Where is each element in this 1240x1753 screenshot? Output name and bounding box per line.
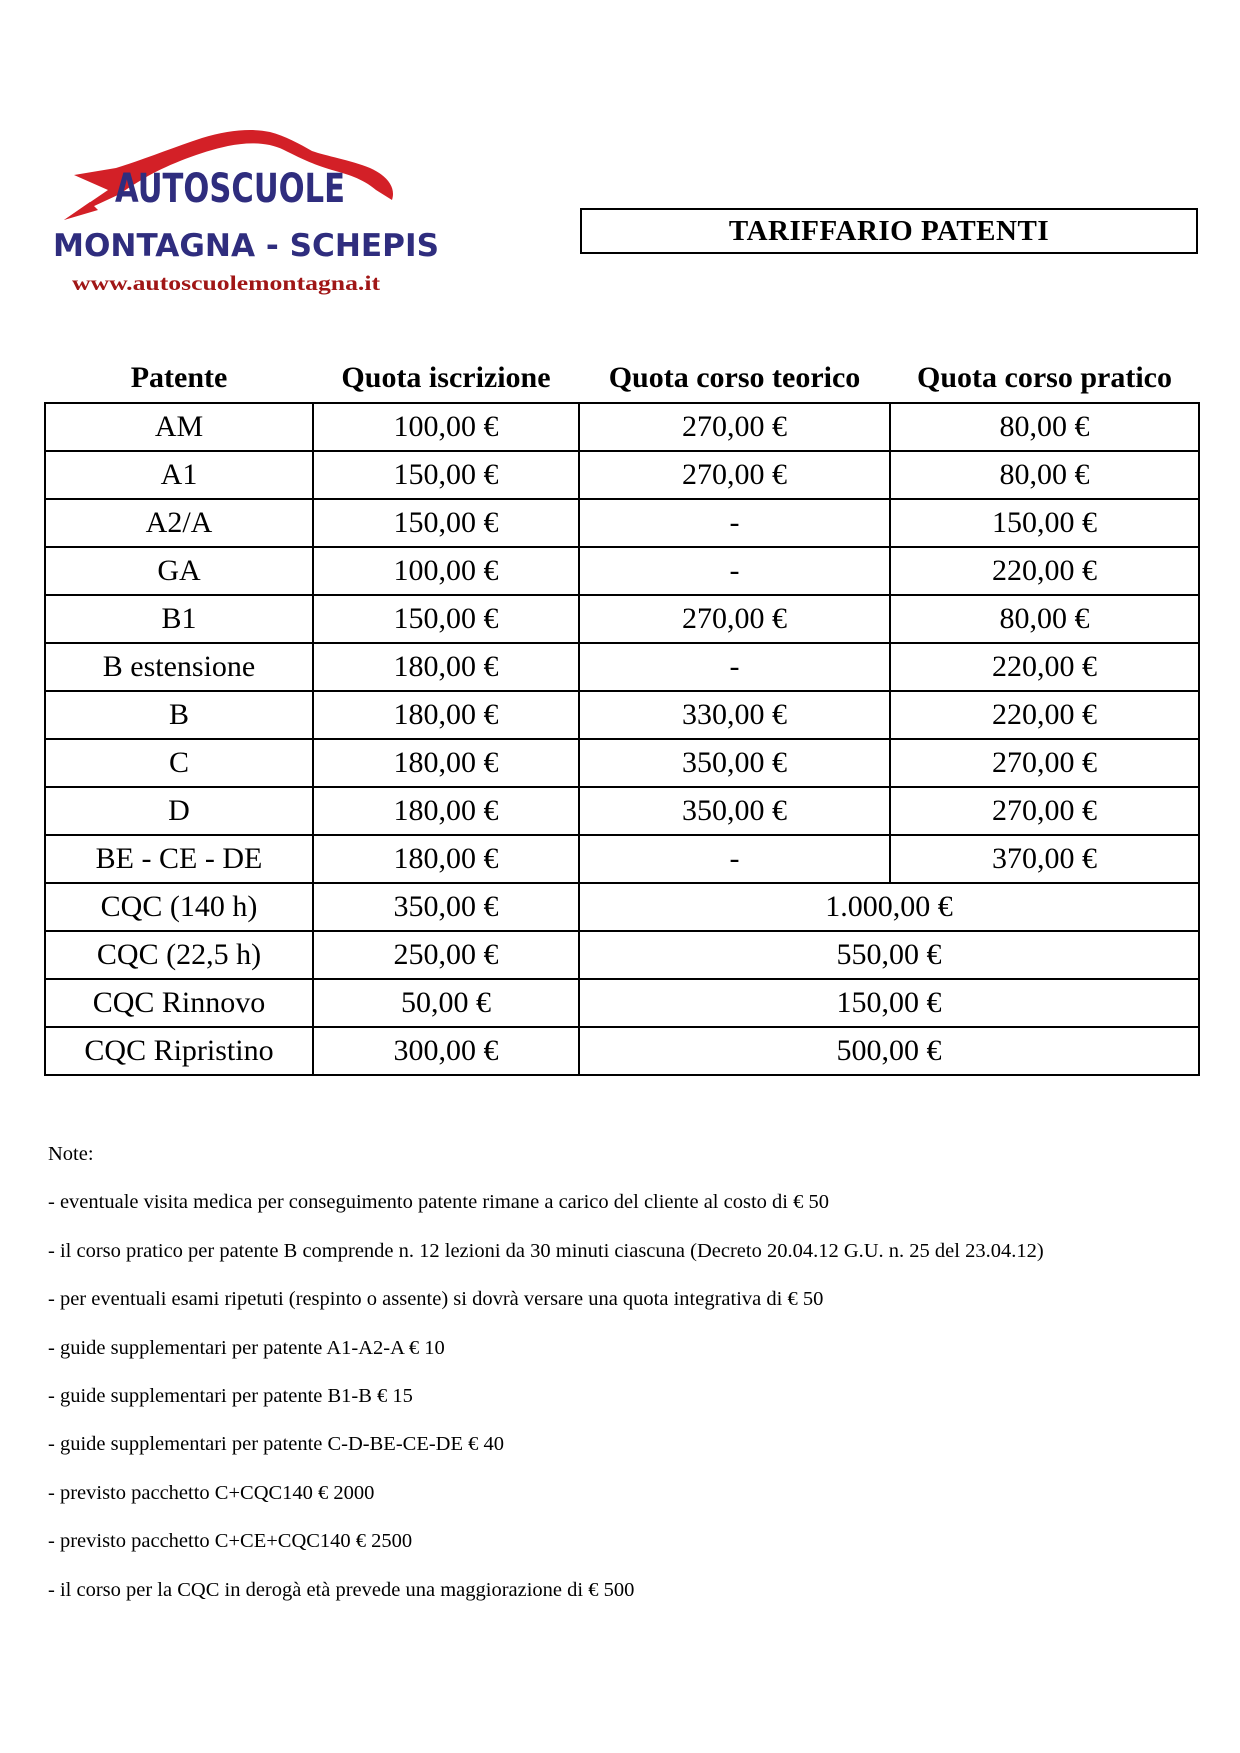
cell-patente: B1 (45, 595, 313, 643)
cell-iscrizione: 180,00 € (313, 835, 579, 883)
cell-iscrizione: 250,00 € (313, 931, 579, 979)
table-row (45, 499, 1199, 547)
cell-pratico: 220,00 € (890, 643, 1199, 691)
table-row (45, 451, 1199, 499)
note-item: - guide supplementari per patente C-D-BE-CE-DE € 40 (48, 1433, 504, 1456)
notes-section (48, 1130, 1208, 1614)
cell-pratico: 220,00 € (890, 691, 1199, 739)
table-row (45, 835, 1199, 883)
table-row-cqc (45, 1027, 1199, 1075)
cell-teorico: 330,00 € (579, 691, 890, 739)
company-logo (50, 118, 460, 308)
note-item: - il corso pratico per patente B comprende n. 12 lezioni da 30 minuti ciascuna (Decreto 20.04.12 G.U. n. 25 del 23.04.12) (48, 1239, 1044, 1262)
cell-patente: D (45, 787, 313, 835)
logo-brand-line2: MONTAGNA - SCHEPIS (53, 228, 439, 264)
cell-teorico: - (579, 499, 890, 547)
logo-website: www.autoscuolemontagna.it (72, 271, 381, 295)
notes-heading: Note: (48, 1143, 94, 1165)
table-row (45, 643, 1199, 691)
cell-iscrizione: 50,00 € (313, 979, 579, 1027)
cell-patente: A2/A (45, 499, 313, 547)
table-row (45, 739, 1199, 787)
cell-pratico: 80,00 € (890, 451, 1199, 499)
cell-corso-merged: 1.000,00 € (579, 883, 1199, 931)
cell-pratico: 150,00 € (890, 499, 1199, 547)
cell-teorico: - (579, 547, 890, 595)
cell-corso-merged: 500,00 € (579, 1027, 1199, 1075)
cell-patente: AM (45, 403, 313, 451)
cell-teorico: 350,00 € (579, 739, 890, 787)
cell-teorico: 270,00 € (579, 403, 890, 451)
table-row (45, 787, 1199, 835)
table-row (45, 691, 1199, 739)
cell-patente: GA (45, 547, 313, 595)
logo-brand-line1: AUTOSCUOLE (115, 166, 345, 212)
note-item: - il corso per la CQC in derogà età prevede una maggiorazione di € 500 (48, 1578, 635, 1601)
note-item: - guide supplementari per patente B1-B € 15 (48, 1384, 413, 1407)
cell-iscrizione: 100,00 € (313, 403, 579, 451)
table-row-cqc (45, 979, 1199, 1027)
column-header-quota-pratico: Quota corso pratico (890, 354, 1199, 403)
cell-iscrizione: 180,00 € (313, 643, 579, 691)
cell-iscrizione: 300,00 € (313, 1027, 579, 1075)
cell-patente: CQC (140 h) (45, 883, 313, 931)
cell-iscrizione: 150,00 € (313, 451, 579, 499)
cell-patente: B (45, 691, 313, 739)
table-row (45, 403, 1199, 451)
cell-iscrizione: 180,00 € (313, 691, 579, 739)
cell-patente: CQC Ripristino (45, 1027, 313, 1075)
table-row (45, 547, 1199, 595)
note-item: - previsto pacchetto C+CQC140 € 2000 (48, 1481, 375, 1504)
cell-patente: CQC (22,5 h) (45, 931, 313, 979)
cell-corso-merged: 550,00 € (579, 931, 1199, 979)
logo-graphic (50, 118, 460, 308)
table-row (45, 595, 1199, 643)
cell-patente: BE - CE - DE (45, 835, 313, 883)
cell-teorico: - (579, 643, 890, 691)
column-header-quota-iscrizione: Quota iscrizione (313, 354, 579, 403)
cell-iscrizione: 150,00 € (313, 595, 579, 643)
cell-pratico: 80,00 € (890, 595, 1199, 643)
cell-patente: A1 (45, 451, 313, 499)
note-item: - per eventuali esami ripetuti (respinto o assente) si dovrà versare una quota integrativa di € 50 (48, 1288, 824, 1311)
column-header-quota-teorico: Quota corso teorico (579, 354, 890, 403)
cell-pratico: 80,00 € (890, 403, 1199, 451)
cell-pratico: 370,00 € (890, 835, 1199, 883)
cell-patente: B estensione (45, 643, 313, 691)
cell-iscrizione: 150,00 € (313, 499, 579, 547)
column-header-patente: Patente (45, 354, 313, 403)
cell-teorico: - (579, 835, 890, 883)
cell-teorico: 270,00 € (579, 595, 890, 643)
cell-patente: C (45, 739, 313, 787)
cell-patente: CQC Rinnovo (45, 979, 313, 1027)
cell-teorico: 270,00 € (579, 451, 890, 499)
note-item: - eventuale visita medica per conseguimento patente rimane a carico del cliente al costo di € 50 (48, 1191, 829, 1214)
table-header-row (45, 354, 1199, 403)
cell-iscrizione: 100,00 € (313, 547, 579, 595)
table-row-cqc (45, 931, 1199, 979)
page-title: TARIFFARIO PATENTI (580, 208, 1198, 254)
cell-pratico: 270,00 € (890, 787, 1199, 835)
cell-pratico: 220,00 € (890, 547, 1199, 595)
table-row-cqc (45, 883, 1199, 931)
cell-iscrizione: 350,00 € (313, 883, 579, 931)
note-item: - previsto pacchetto C+CE+CQC140 € 2500 (48, 1530, 413, 1553)
note-item: - guide supplementari per patente A1-A2-A € 10 (48, 1336, 445, 1359)
cell-teorico: 350,00 € (579, 787, 890, 835)
tariff-table (44, 354, 1200, 1076)
cell-iscrizione: 180,00 € (313, 787, 579, 835)
cell-corso-merged: 150,00 € (579, 979, 1199, 1027)
cell-pratico: 270,00 € (890, 739, 1199, 787)
cell-iscrizione: 180,00 € (313, 739, 579, 787)
